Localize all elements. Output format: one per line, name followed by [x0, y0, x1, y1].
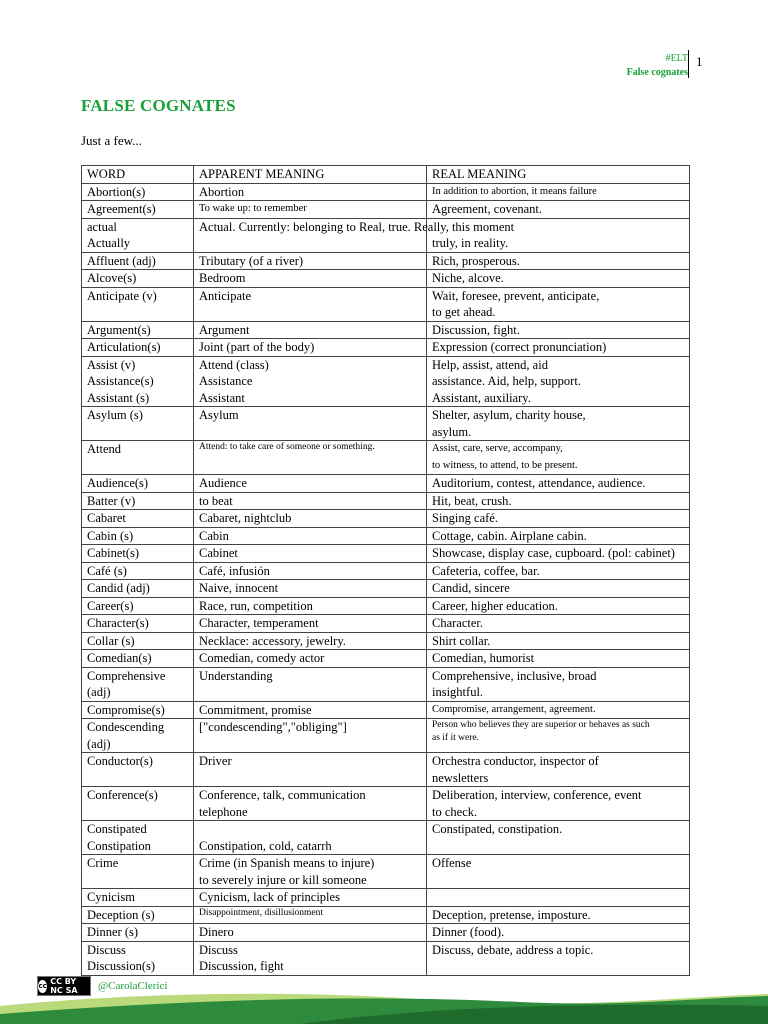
- header-hashtag: #ELT: [665, 53, 688, 64]
- cell-apparent-meaning: Tributary (of a river): [194, 252, 427, 270]
- cell-apparent-meaning: to beat: [194, 492, 427, 510]
- cell-real-meaning: Singing café.: [427, 510, 690, 528]
- cell-real-meaning: Candid, sincere: [427, 580, 690, 598]
- cell-word: Anticipate (v): [82, 287, 194, 321]
- cell-word: Abortion(s): [82, 183, 194, 201]
- license-text: CC BY NC SA: [50, 977, 78, 995]
- cell-word: Asylum (s): [82, 407, 194, 441]
- cell-word: Audience(s): [82, 475, 194, 493]
- cell-real-meaning: Shirt collar.: [427, 632, 690, 650]
- cell-apparent-meaning: To wake up: to remember: [194, 201, 427, 219]
- cell-word: Constipated Constipation: [82, 821, 194, 855]
- cell-word: Articulation(s): [82, 339, 194, 357]
- cell-apparent-meaning: Understanding: [194, 667, 427, 701]
- cell-apparent-meaning: Cynicism, lack of principles: [194, 889, 427, 907]
- cell-word: Collar (s): [82, 632, 194, 650]
- cell-apparent-meaning: Necklace: accessory, jewelry.: [194, 632, 427, 650]
- cell-real-meaning: Offense: [427, 855, 690, 889]
- cell-word: Agreement(s): [82, 201, 194, 219]
- table-row: [82, 183, 690, 201]
- cell-real-meaning: Deception, pretense, imposture.: [427, 906, 690, 924]
- cell-word: Cabaret: [82, 510, 194, 528]
- page-title: FALSE COGNATES: [81, 96, 236, 115]
- table-row: [82, 270, 690, 288]
- cell-apparent-meaning: Asylum: [194, 407, 427, 441]
- cell-word: Deception (s): [82, 906, 194, 924]
- cell-real-meaning: Constipated, constipation.: [427, 821, 690, 855]
- footer-wave-decoration: [0, 984, 768, 1024]
- cell-real-meaning: [427, 889, 690, 907]
- table-header-row: [82, 166, 690, 184]
- cell-real-meaning: Assist, care, serve, accompany, to witness, to attend, to be present.: [427, 441, 690, 475]
- table-row: [82, 632, 690, 650]
- page-number: 1: [696, 54, 703, 69]
- cell-word: Crime: [82, 855, 194, 889]
- cell-real-meaning: Cottage, cabin. Airplane cabin.: [427, 527, 690, 545]
- cell-real-meaning: Showcase, display case, cupboard. (pol: cabinet): [427, 545, 690, 563]
- cell-word: Cynicism: [82, 889, 194, 907]
- cell-word: Compromise(s): [82, 701, 194, 719]
- cell-real-meaning: Orchestra conductor, inspector of newsletters: [427, 753, 690, 787]
- table-row: [82, 356, 690, 407]
- cell-real-meaning: Shelter, asylum, charity house, asylum.: [427, 407, 690, 441]
- cell-apparent-meaning: ["condescending","obliging"]: [194, 719, 427, 753]
- cell-real-meaning: Auditorium, contest, attendance, audience.: [427, 475, 690, 493]
- cell-word: actual Actually: [82, 218, 194, 252]
- cell-real-meaning: Career, higher education.: [427, 597, 690, 615]
- cell-real-meaning: Niche, alcove.: [427, 270, 690, 288]
- cell-apparent-meaning: Constipation, cold, catarrh: [194, 821, 427, 855]
- cell-apparent-meaning: Joint (part of the body): [194, 339, 427, 357]
- intro-text: Just a few...: [81, 133, 142, 148]
- table-row: [82, 218, 690, 252]
- table-row: [82, 906, 690, 924]
- cell-apparent-meaning: Race, run, competition: [194, 597, 427, 615]
- table-row: [82, 287, 690, 321]
- header-divider: [688, 50, 689, 78]
- cell-real-meaning: Discuss, debate, address a topic.: [427, 941, 690, 975]
- table-row: [82, 667, 690, 701]
- cell-word: Assist (v) Assistance(s) Assistant (s): [82, 356, 194, 407]
- cell-apparent-meaning: Audience: [194, 475, 427, 493]
- cell-apparent-meaning: Cabinet: [194, 545, 427, 563]
- cell-apparent-meaning: Driver: [194, 753, 427, 787]
- table-row: [82, 407, 690, 441]
- cell-word: Comedian(s): [82, 650, 194, 668]
- cell-apparent-meaning: Attend: to take care of someone or something.: [194, 441, 427, 475]
- cell-word: Argument(s): [82, 321, 194, 339]
- table-row: [82, 753, 690, 787]
- cc-icon: cc: [38, 980, 47, 993]
- table-row: [82, 889, 690, 907]
- table-row: [82, 787, 690, 821]
- false-cognates-table: [81, 165, 690, 976]
- cell-real-meaning: Deliberation, interview, conference, event to check.: [427, 787, 690, 821]
- table-row: [82, 492, 690, 510]
- table-row: [82, 650, 690, 668]
- header-apparent-meaning: APPARENT MEANING: [194, 166, 427, 184]
- table-row: [82, 545, 690, 563]
- cell-real-meaning: Hit, beat, crush.: [427, 492, 690, 510]
- cell-word: Comprehensive (adj): [82, 667, 194, 701]
- cell-apparent-meaning: Attend (class) Assistance Assistant: [194, 356, 427, 407]
- table-row: [82, 527, 690, 545]
- table-row: [82, 924, 690, 942]
- header-real-meaning: REAL MEANING: [427, 166, 690, 184]
- table-row: [82, 580, 690, 598]
- cell-real-meaning: truly, in reality.: [427, 218, 690, 252]
- header-tag: [627, 52, 688, 80]
- cell-apparent-meaning: Café, infusión: [194, 562, 427, 580]
- table-row: [82, 941, 690, 975]
- cell-apparent-meaning: Argument: [194, 321, 427, 339]
- cell-word: Cabinet(s): [82, 545, 194, 563]
- cell-word: Dinner (s): [82, 924, 194, 942]
- cell-real-meaning: Agreement, covenant.: [427, 201, 690, 219]
- table-row: [82, 821, 690, 855]
- table-row: [82, 719, 690, 753]
- cell-word: Alcove(s): [82, 270, 194, 288]
- header-word: WORD: [82, 166, 194, 184]
- cell-word: Cabin (s): [82, 527, 194, 545]
- table-row: [82, 510, 690, 528]
- cell-apparent-meaning: Character, temperament: [194, 615, 427, 633]
- table-row: [82, 339, 690, 357]
- table-row: [82, 201, 690, 219]
- cell-real-meaning: Compromise, arrangement, agreement.: [427, 701, 690, 719]
- table-row: [82, 475, 690, 493]
- cell-apparent-meaning: Actual. Currently: belonging to Real, true. Really, this moment: [194, 218, 427, 252]
- table-row: [82, 441, 690, 475]
- cell-real-meaning: Comedian, humorist: [427, 650, 690, 668]
- table-row: [82, 562, 690, 580]
- cell-apparent-meaning: Dinero: [194, 924, 427, 942]
- cell-word: Batter (v): [82, 492, 194, 510]
- cell-word: Candid (adj): [82, 580, 194, 598]
- cell-word: Attend: [82, 441, 194, 475]
- cell-apparent-meaning: Cabin: [194, 527, 427, 545]
- table-row: [82, 615, 690, 633]
- cell-real-meaning: Comprehensive, inclusive, broad insightful.: [427, 667, 690, 701]
- cell-apparent-meaning: Bedroom: [194, 270, 427, 288]
- table-body: [82, 183, 690, 975]
- table-row: [82, 252, 690, 270]
- cell-word: Affluent (adj): [82, 252, 194, 270]
- cell-real-meaning: Help, assist, attend, aid assistance. Aid, help, support. Assistant, auxiliary.: [427, 356, 690, 407]
- cell-word: Conductor(s): [82, 753, 194, 787]
- table-row: [82, 597, 690, 615]
- cell-real-meaning: Person who believes they are superior or behaves as such as if it were.: [427, 719, 690, 753]
- cell-word: Career(s): [82, 597, 194, 615]
- cell-word: Discuss Discussion(s): [82, 941, 194, 975]
- cell-real-meaning: Character.: [427, 615, 690, 633]
- cell-word: Conference(s): [82, 787, 194, 821]
- cell-word: Café (s): [82, 562, 194, 580]
- cell-apparent-meaning: Conference, talk, communication telephone: [194, 787, 427, 821]
- cell-real-meaning: Discussion, fight.: [427, 321, 690, 339]
- cell-real-meaning: Expression (correct pronunciation): [427, 339, 690, 357]
- cell-real-meaning: Dinner (food).: [427, 924, 690, 942]
- cell-apparent-meaning: Crime (in Spanish means to injure) to severely injure or kill someone: [194, 855, 427, 889]
- author-handle[interactable]: @CarolaClerici: [98, 980, 168, 992]
- cell-apparent-meaning: Naive, innocent: [194, 580, 427, 598]
- cell-real-meaning: In addition to abortion, it means failure: [427, 183, 690, 201]
- cell-apparent-meaning: Discuss Discussion, fight: [194, 941, 427, 975]
- cell-word: Character(s): [82, 615, 194, 633]
- cell-apparent-meaning: Comedian, comedy actor: [194, 650, 427, 668]
- cell-apparent-meaning: Disappointment, disillusionment: [194, 906, 427, 924]
- cell-apparent-meaning: Cabaret, nightclub: [194, 510, 427, 528]
- table-row: [82, 321, 690, 339]
- cell-real-meaning: Cafeteria, coffee, bar.: [427, 562, 690, 580]
- table-row: [82, 701, 690, 719]
- cell-real-meaning: Wait, foresee, prevent, anticipate, to get ahead.: [427, 287, 690, 321]
- cell-apparent-meaning: Commitment, promise: [194, 701, 427, 719]
- cell-apparent-meaning: Anticipate: [194, 287, 427, 321]
- table-row: [82, 855, 690, 889]
- cell-apparent-meaning: Abortion: [194, 183, 427, 201]
- header-subtitle: False cognates: [626, 67, 688, 78]
- cell-real-meaning: Rich, prosperous.: [427, 252, 690, 270]
- cell-word: Condescending (adj): [82, 719, 194, 753]
